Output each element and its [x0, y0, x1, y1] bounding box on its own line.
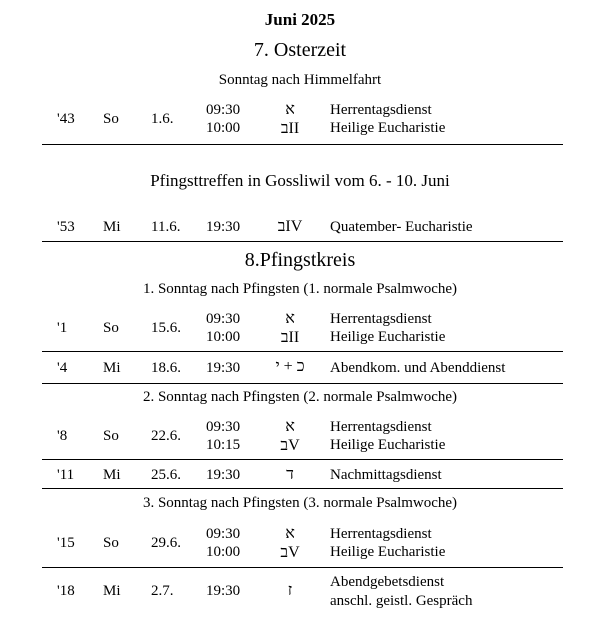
service-description: Heilige Eucharistie	[330, 120, 446, 136]
divider	[42, 459, 563, 460]
time: 09:30	[206, 311, 241, 327]
service-number: '18	[57, 583, 75, 599]
weekday: So	[103, 428, 119, 444]
time: 09:30	[206, 102, 241, 118]
service-description: Abendkom. und Abenddienst	[330, 360, 506, 376]
service-code: כ + י	[275, 358, 305, 375]
sunday-heading: Sonntag nach Himmelfahrt	[218, 72, 382, 88]
time: 10:00	[206, 120, 241, 136]
sunday-heading: 2. Sonntag nach Pfingsten (2. normale Psalmwoche)	[142, 389, 458, 405]
service-code: א	[285, 310, 295, 327]
service-code: בII	[280, 120, 300, 137]
divider	[42, 144, 563, 145]
divider	[42, 351, 563, 352]
divider	[42, 567, 563, 568]
date: 25.6.	[151, 467, 181, 483]
weekday: Mi	[103, 219, 121, 235]
service-description: Herrentagsdienst	[330, 419, 432, 435]
weekday: Mi	[103, 583, 121, 599]
service-description: Heilige Eucharistie	[330, 544, 446, 560]
service-number: '53	[57, 219, 75, 235]
service-description: Herrentagsdienst	[330, 311, 432, 327]
service-code: א	[285, 525, 295, 542]
service-code: א	[285, 101, 295, 118]
date: 15.6.	[151, 320, 181, 336]
service-number: '1	[57, 320, 68, 336]
service-number: '15	[57, 535, 75, 551]
service-description: Herrentagsdienst	[330, 526, 432, 542]
weekday: So	[103, 320, 119, 336]
time: 09:30	[206, 526, 241, 542]
service-description: anschl. geistl. Gespräch	[330, 593, 473, 609]
time: 19:30	[206, 360, 241, 376]
service-description: Herrentagsdienst	[330, 102, 432, 118]
service-description: Quatember- Eucharistie	[330, 219, 473, 235]
service-description: Heilige Eucharistie	[330, 329, 446, 345]
month-title: Juni 2025	[264, 10, 336, 29]
service-number: '4	[57, 360, 68, 376]
time: 19:30	[206, 219, 241, 235]
time: 19:30	[206, 467, 241, 483]
service-code: א	[285, 418, 295, 435]
service-description: Nachmittagsdienst	[330, 467, 442, 483]
date: 11.6.	[151, 219, 181, 235]
service-code: בIV	[277, 218, 303, 235]
time: 10:15	[206, 437, 241, 453]
service-number: '8	[57, 428, 68, 444]
weekday: Mi	[103, 360, 121, 376]
time: 10:00	[206, 329, 241, 345]
service-code: ד	[286, 466, 294, 483]
divider	[42, 488, 563, 489]
weekday: Mi	[103, 467, 121, 483]
time: 09:30	[206, 419, 241, 435]
date: 18.6.	[151, 360, 181, 376]
weekday: So	[103, 111, 119, 127]
season-heading: 7. Osterzeit	[253, 39, 347, 61]
season-heading: 8.Pfingstkreis	[244, 249, 356, 271]
service-code: ז	[287, 582, 293, 599]
service-number: '43	[57, 111, 75, 127]
service-code: בV	[280, 544, 300, 561]
time: 10:00	[206, 544, 241, 560]
service-number: '11	[57, 467, 75, 483]
service-code: בII	[280, 329, 300, 346]
time: 19:30	[206, 583, 241, 599]
divider	[42, 241, 563, 242]
service-description: Abendgebetsdienst	[330, 574, 445, 590]
service-code: בV	[280, 437, 300, 454]
service-description: Heilige Eucharistie	[330, 437, 446, 453]
event-notice: Pfingsttreffen in Gossliwil vom 6. - 10. Juni	[150, 171, 450, 190]
weekday: So	[103, 535, 119, 551]
divider	[42, 383, 563, 384]
sunday-heading: 1. Sonntag nach Pfingsten (1. normale Psalmwoche)	[142, 281, 458, 297]
sunday-heading: 3. Sonntag nach Pfingsten (3. normale Psalmwoche)	[142, 495, 458, 511]
date: 29.6.	[151, 535, 181, 551]
date: 1.6.	[151, 111, 174, 127]
date: 2.7.	[151, 583, 174, 599]
date: 22.6.	[151, 428, 181, 444]
